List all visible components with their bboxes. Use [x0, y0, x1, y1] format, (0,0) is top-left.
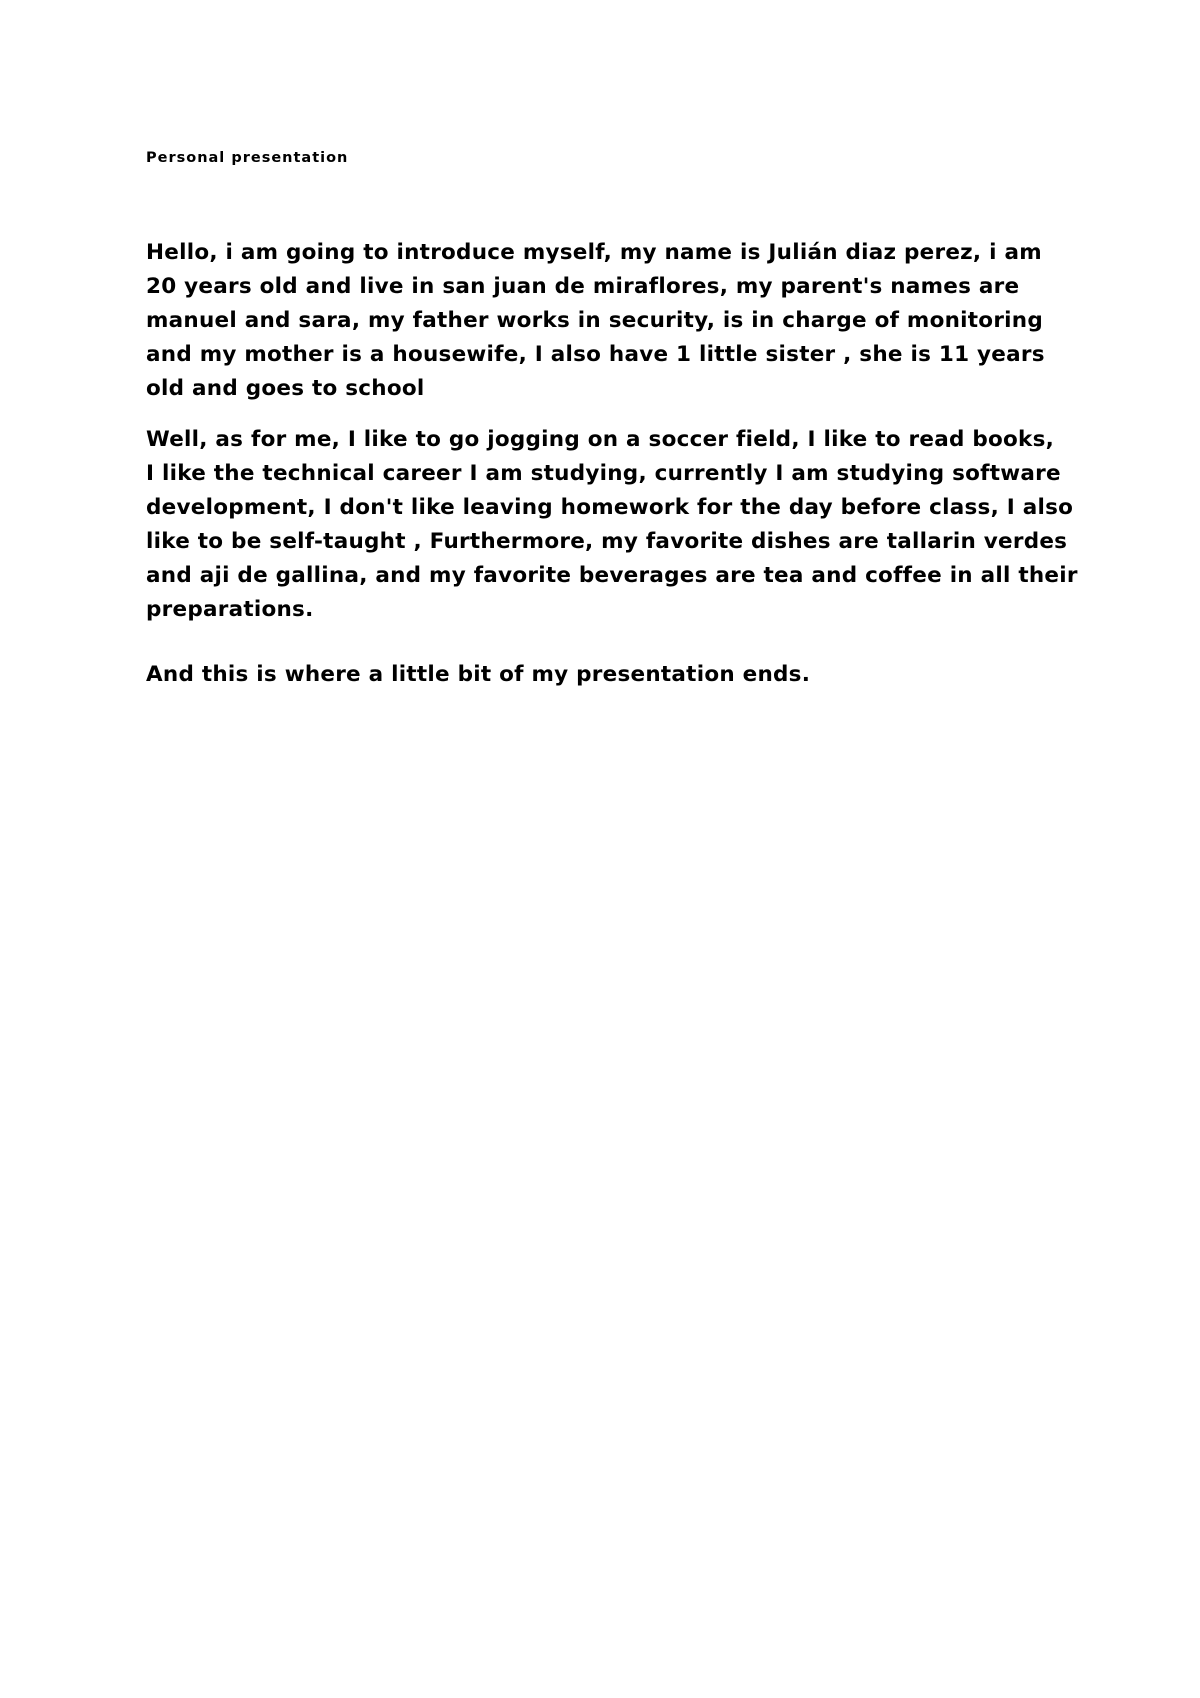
paragraph-line: preparations. [146, 597, 314, 622]
paragraph-line: 20 years old and live in san juan de miraflores, my parent's names are [146, 274, 1020, 299]
paragraph-line: and my mother is a housewife, I also have 1 little sister , she is 11 years [146, 342, 1045, 367]
paragraph-line: manuel and sara, my father works in security, is in charge of monitoring [146, 308, 1044, 333]
document-title: Personal presentation [146, 150, 349, 166]
paragraph-line: development, I don't like leaving homework for the day before class, I also [146, 495, 1074, 520]
paragraph-line: I like the technical career I am studying, currently I am studying software [146, 461, 1061, 486]
paragraph-introduction [146, 236, 1076, 406]
paragraph-line: and aji de gallina, and my favorite beverages are tea and coffee in all their [146, 563, 1078, 588]
paragraph-line: like to be self-taught , Furthermore, my favorite dishes are tallarin verdes [146, 529, 1068, 554]
paragraph-line: Well, as for me, I like to go jogging on a soccer field, I like to read books, [146, 427, 1055, 452]
paragraph-about-me [146, 423, 1076, 627]
paragraph-line: old and goes to school [146, 376, 425, 401]
paragraph-closing [146, 658, 1076, 692]
paragraph-line: And this is where a little bit of my presentation ends. [146, 662, 811, 687]
paragraph-line: Hello, i am going to introduce myself, my name is Julián diaz perez, i am [146, 240, 1042, 265]
